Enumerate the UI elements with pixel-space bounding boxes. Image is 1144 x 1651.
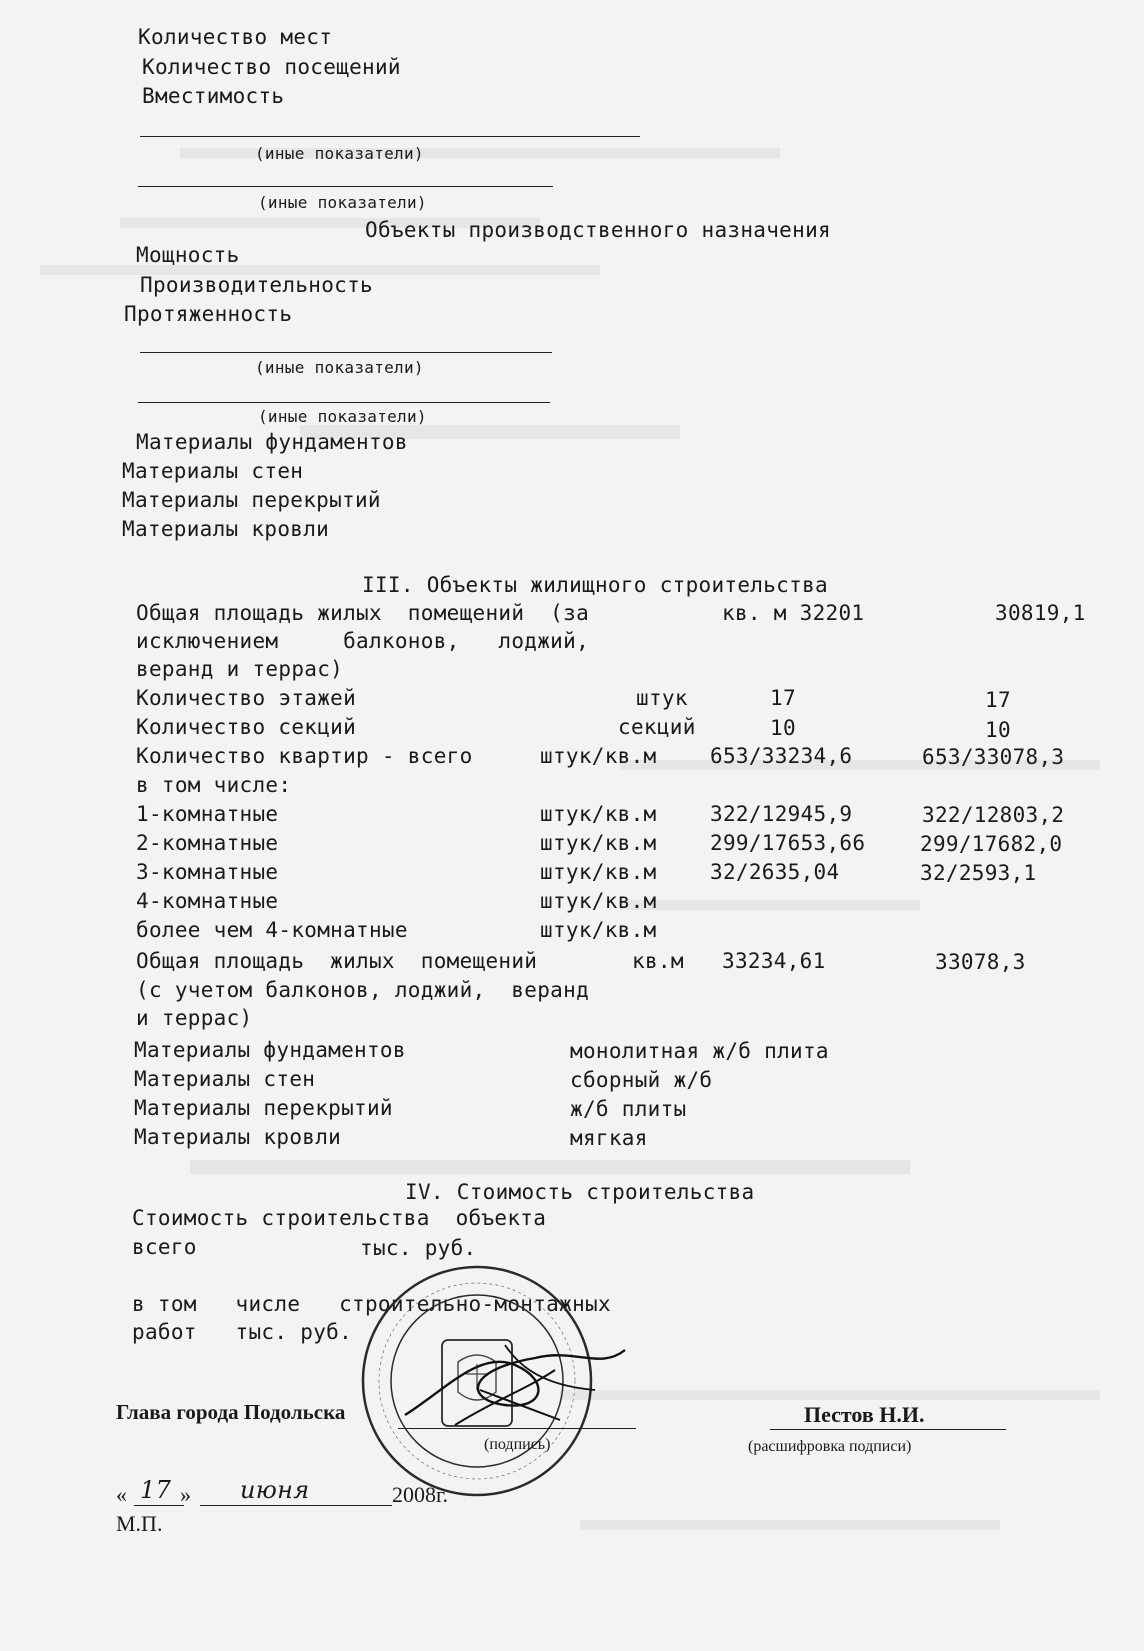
row-label: в том числе:: [136, 773, 292, 797]
row-label: Материалы кровли: [134, 1125, 342, 1149]
unit: штук/кв.м: [540, 831, 657, 855]
actual-value: 299/17682,0: [920, 832, 1063, 856]
section-title: III. Объекты жилищного строительства: [362, 573, 828, 597]
date-month: июня: [240, 1476, 310, 1504]
show-through-mark: [190, 1160, 910, 1174]
actual-value: 322/12803,2: [922, 803, 1065, 827]
row-label: Общая площадь жилых помещений: [136, 949, 538, 973]
blank-line: [138, 186, 553, 187]
blank-line: [138, 402, 550, 403]
unit: секций: [618, 715, 696, 739]
row-label: Материалы кровли: [122, 517, 330, 541]
unit: штук/кв.м: [540, 860, 657, 884]
date-day-line: [134, 1505, 184, 1506]
actual-value: 30819,1: [995, 601, 1086, 625]
row-label: 4-комнатные: [136, 889, 279, 913]
row-label: в том числе строительно-монтажных: [132, 1292, 611, 1316]
show-through-mark: [580, 1520, 1000, 1530]
row-label: 1-комнатные: [136, 802, 279, 826]
row-label: всего: [132, 1235, 197, 1259]
plan-value: 33234,61: [722, 949, 826, 973]
actual-value: 17: [985, 688, 1011, 712]
row-label: Материалы фундаментов: [136, 430, 408, 454]
row-label: Количество секций: [136, 715, 357, 739]
stamp-place: М.П.: [116, 1511, 163, 1536]
unit: штук/кв.м: [540, 889, 657, 913]
material-value: ж/б плиты: [570, 1097, 687, 1121]
date-day: 17: [140, 1476, 172, 1504]
unit: штук/кв.м: [540, 802, 657, 826]
date-quote-open: «: [116, 1482, 127, 1507]
material-value: монолитная ж/б плита: [570, 1039, 829, 1063]
row-label: Материалы стен: [134, 1067, 316, 1091]
row-label: Мощность: [136, 243, 240, 267]
row-label: Количество мест: [138, 25, 333, 49]
other-indicators-caption: (иные показатели): [255, 144, 424, 163]
unit: штук/кв.м: [540, 744, 657, 768]
row-label: Материалы стен: [122, 459, 304, 483]
row-label: веранд и террас): [136, 657, 344, 681]
unit: кв.м: [632, 949, 684, 973]
date-quote-close: »: [180, 1482, 191, 1507]
row-label: 2-комнатные: [136, 831, 279, 855]
row-label: Стоимость строительства объекта: [132, 1206, 547, 1230]
plan-value: 17: [770, 686, 796, 710]
signatory-name: Пестов Н.И.: [804, 1402, 925, 1427]
row-label: Вместимость: [142, 84, 285, 108]
row-label: Количество этажей: [136, 686, 357, 710]
actual-value: 10: [985, 718, 1011, 742]
other-indicators-caption: (иные показатели): [258, 193, 427, 212]
plan-value: 10: [770, 716, 796, 740]
unit: штук/кв.м: [540, 918, 657, 942]
actual-value: 653/33078,3: [922, 745, 1065, 769]
row-label: Общая площадь жилых помещений (за: [136, 601, 590, 625]
actual-value: 32/2593,1: [920, 861, 1037, 885]
unit: тыс. руб.: [360, 1236, 477, 1260]
name-caption: (расшифровка подписи): [748, 1438, 912, 1455]
blank-line: [140, 352, 552, 353]
material-value: мягкая: [570, 1126, 648, 1150]
date-month-line: [200, 1505, 392, 1506]
other-indicators-caption: (иные показатели): [258, 407, 427, 426]
actual-value: 33078,3: [935, 950, 1026, 974]
signature-caption: (подпись): [484, 1436, 551, 1453]
material-value: сборный ж/б: [570, 1068, 713, 1092]
plan-value: 299/17653,66: [710, 831, 866, 855]
row-label: более чем 4-комнатные: [136, 918, 408, 942]
unit: штук: [636, 686, 688, 710]
row-label: и террас): [136, 1006, 253, 1030]
plan-value: 653/33234,6: [710, 744, 853, 768]
signature-line: [398, 1428, 636, 1429]
row-label: Производительность: [140, 273, 373, 297]
unit-and-plan-value: кв. м 32201: [722, 601, 865, 625]
row-label: (с учетом балконов, лоджий, веранд: [136, 978, 590, 1002]
signatory-position: Глава города Подольска: [116, 1400, 346, 1424]
row-label: исключением балконов, лоджий,: [136, 629, 590, 653]
blank-line: [140, 136, 640, 137]
row-label: Материалы перекрытий: [122, 488, 381, 512]
date-year: 2008г.: [392, 1482, 449, 1507]
row-label: Материалы фундаментов: [134, 1038, 406, 1062]
row-label: 3-комнатные: [136, 860, 279, 884]
plan-value: 322/12945,9: [710, 802, 853, 826]
section-title: IV. Стоимость строительства: [405, 1180, 755, 1204]
row-label: Материалы перекрытий: [134, 1096, 393, 1120]
show-through-mark: [620, 900, 920, 910]
row-label: Протяженность: [124, 302, 293, 326]
row-label: работ тыс. руб.: [132, 1320, 353, 1344]
row-label: Количество посещений: [142, 55, 401, 79]
section-title: Объекты производственного назначения: [365, 218, 831, 242]
plan-value: 32/2635,04: [710, 860, 840, 884]
row-label: Количество квартир - всего: [136, 744, 473, 768]
other-indicators-caption: (иные показатели): [255, 358, 424, 377]
handwritten-signature: [385, 1330, 645, 1440]
name-line: [770, 1429, 1006, 1430]
